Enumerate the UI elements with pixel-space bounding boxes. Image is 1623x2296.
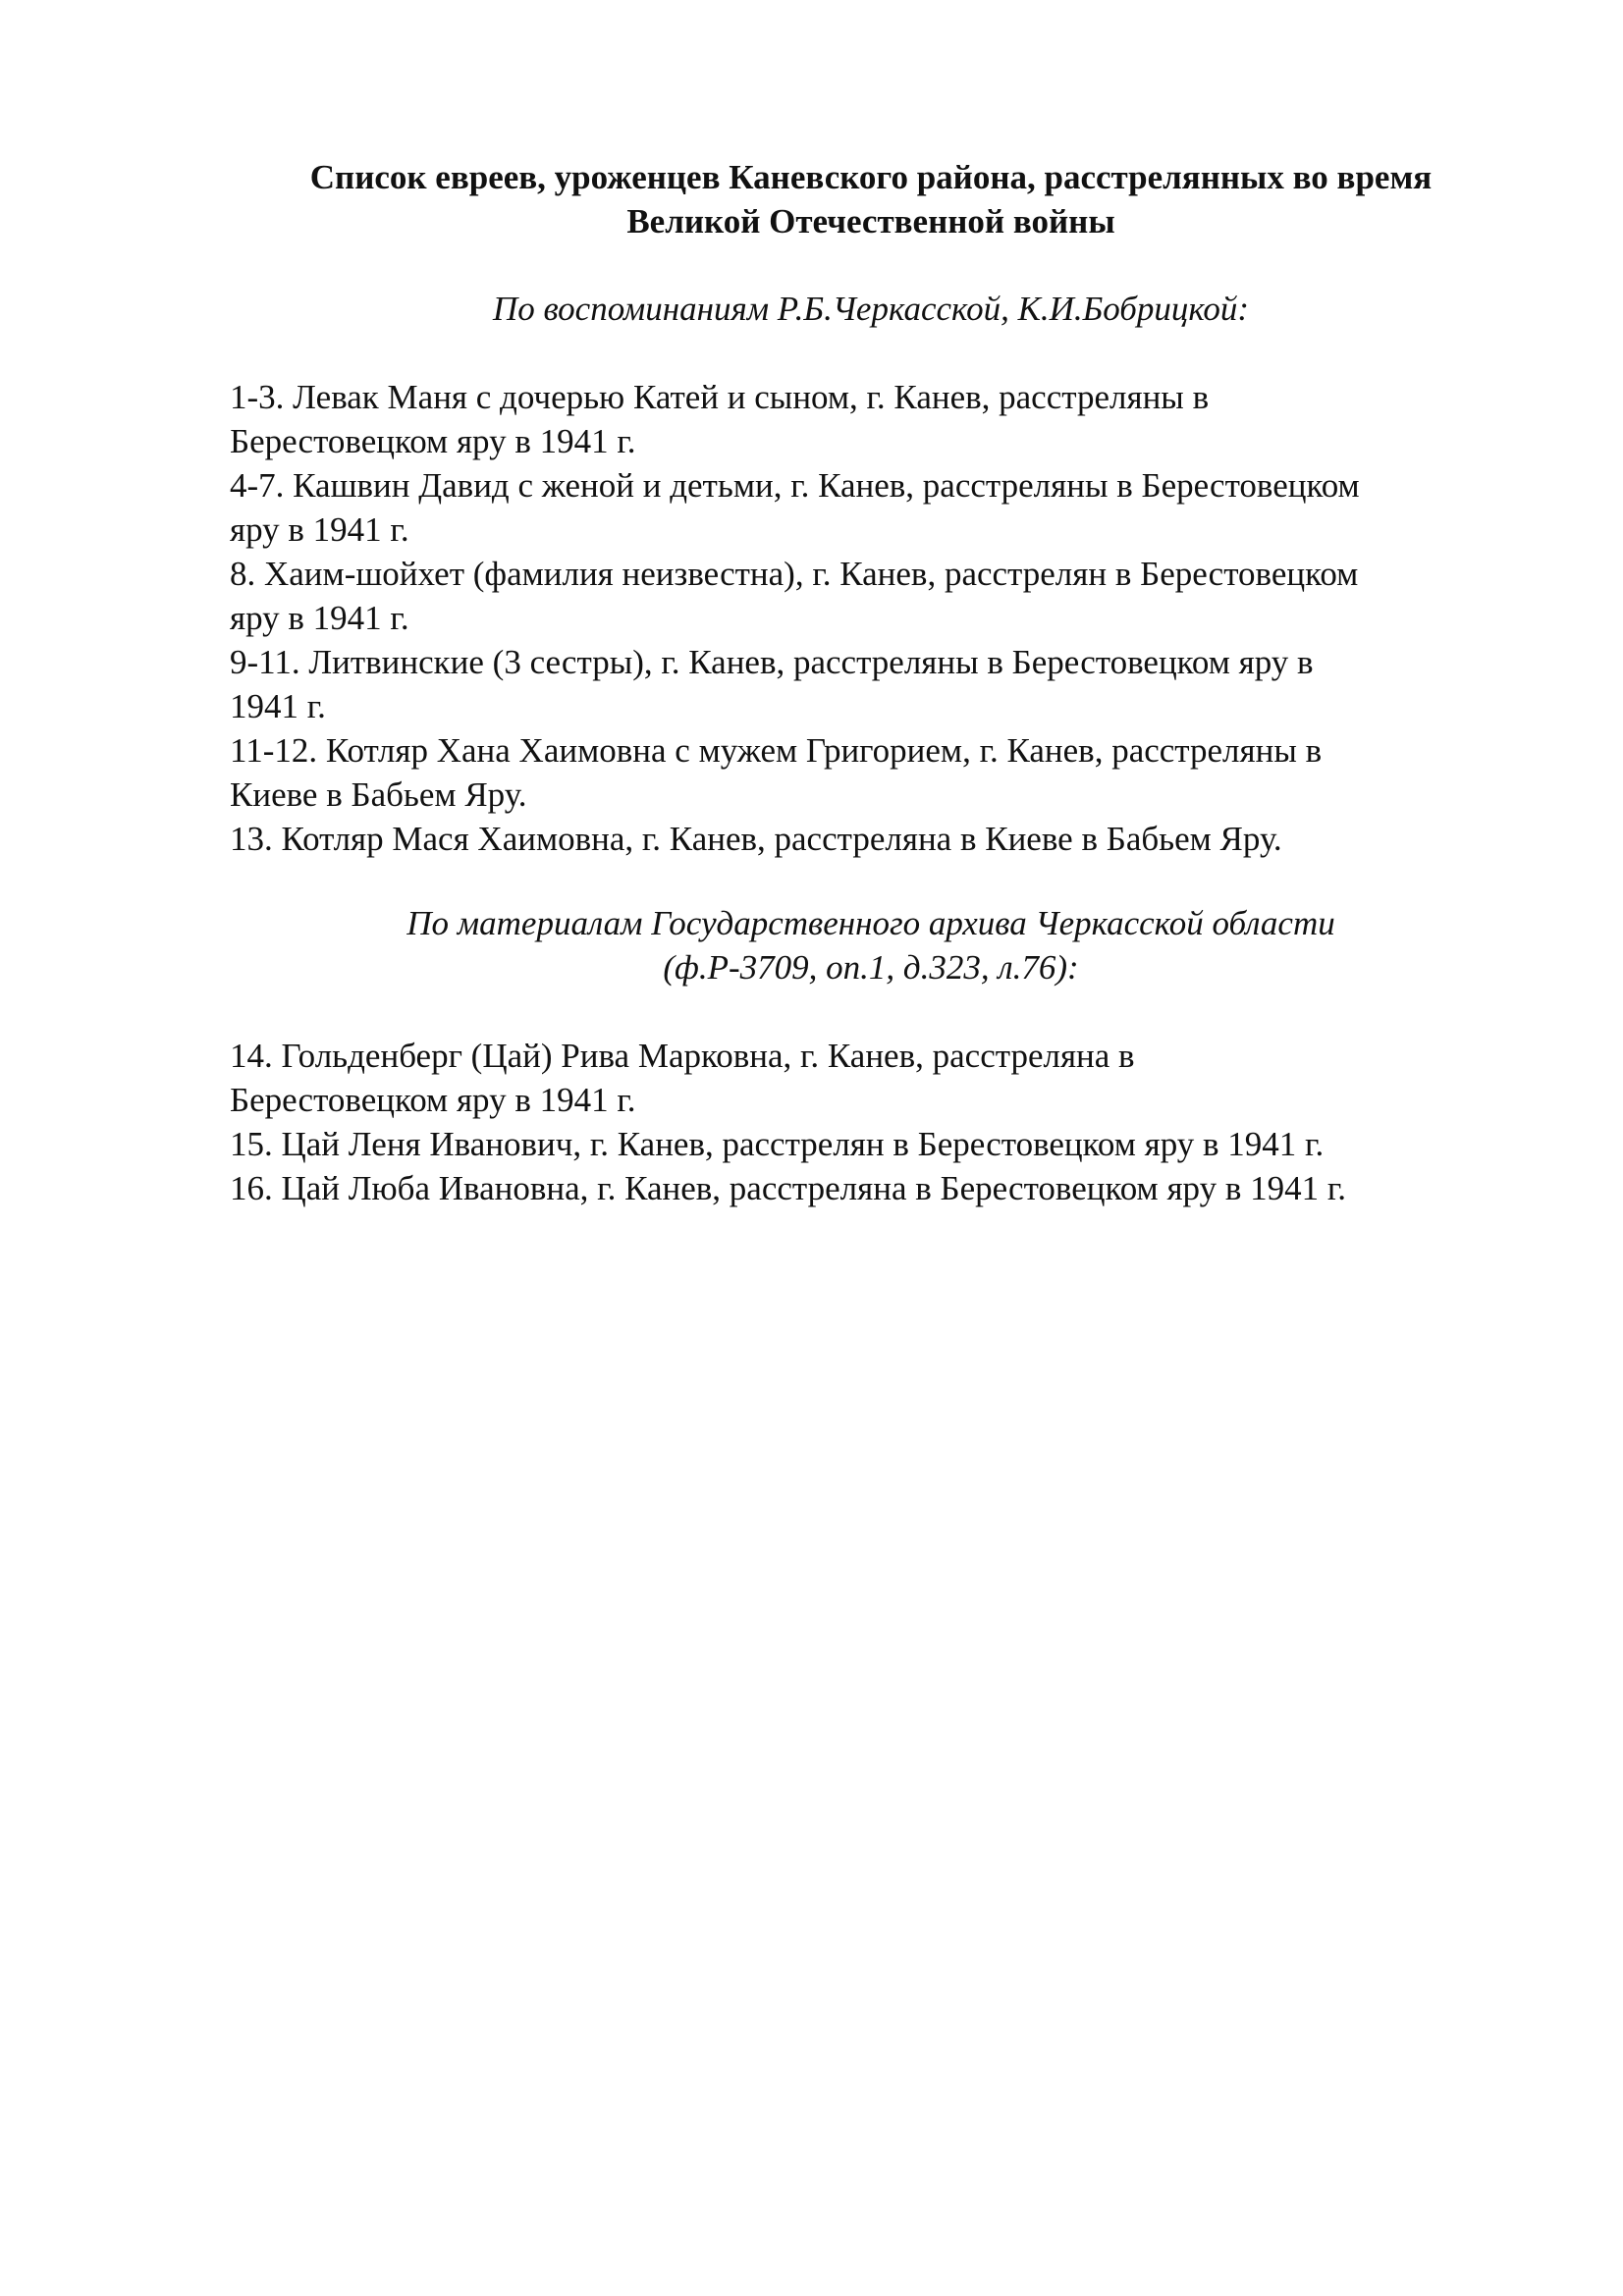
list-item: яру в 1941 г. (230, 510, 409, 549)
list-item: Берестовецком яру в 1941 г. (230, 1081, 636, 1119)
list-item: 8. Хаим-шойхет (фамилия неизвестна), г. Канев, расстрелян в Берестовецком (230, 555, 1359, 593)
section-heading-line: По материалам Государственного архива Черкасской области (406, 904, 1335, 942)
list-item: 13. Котляр Мася Хаимовна, г. Канев, расстреляна в Киеве в Бабьем Яру. (230, 820, 1282, 858)
title-line: Великой Отечественной войны (626, 202, 1115, 240)
list-item: 4-7. Кашвин Давид с женой и детьми, г. Канев, расстреляны в Берестовецком (230, 466, 1360, 505)
document-title (228, 155, 1514, 243)
section-heading-archive (228, 901, 1514, 989)
list-item: 9-11. Литвинские (3 сестры), г. Канев, расстреляны в Берестовецком яру в (230, 643, 1314, 681)
list-item: 14. Гольденберг (Цай) Рива Марковна, г. Канев, расстреляна в (230, 1037, 1135, 1075)
list-item: 16. Цай Люба Ивановна, г. Канев, расстреляна в Берестовецком яру в 1941 г. (230, 1169, 1347, 1207)
section-heading-line: (ф.Р-3709, оп.1, д.323, л.76): (663, 948, 1079, 987)
list-item: Киеве в Бабьем Яру. (230, 775, 527, 814)
section-heading-line: По воспоминаниям Р.Б.Черкасской, К.И.Бобрицкой: (492, 290, 1250, 328)
title-line: Список евреев, уроженцев Каневского района, расстрелянных во время (309, 158, 1433, 196)
list-item: 1-3. Левак Маня с дочерью Катей и сыном, г. Канев, расстреляны в (230, 378, 1210, 416)
list-item: яру в 1941 г. (230, 599, 409, 637)
list-item: 15. Цай Леня Иванович, г. Канев, расстрелян в Берестовецком яру в 1941 г. (230, 1125, 1325, 1163)
victim-list-memoirs (230, 375, 1516, 861)
list-item: Берестовецком яру в 1941 г. (230, 422, 636, 460)
section-heading-memoirs (228, 287, 1514, 331)
list-item: 11-12. Котляр Хана Хаимовна с мужем Григорием, г. Канев, расстреляны в (230, 731, 1323, 770)
victim-list-archive (230, 1034, 1516, 1210)
list-item: 1941 г. (230, 687, 326, 725)
